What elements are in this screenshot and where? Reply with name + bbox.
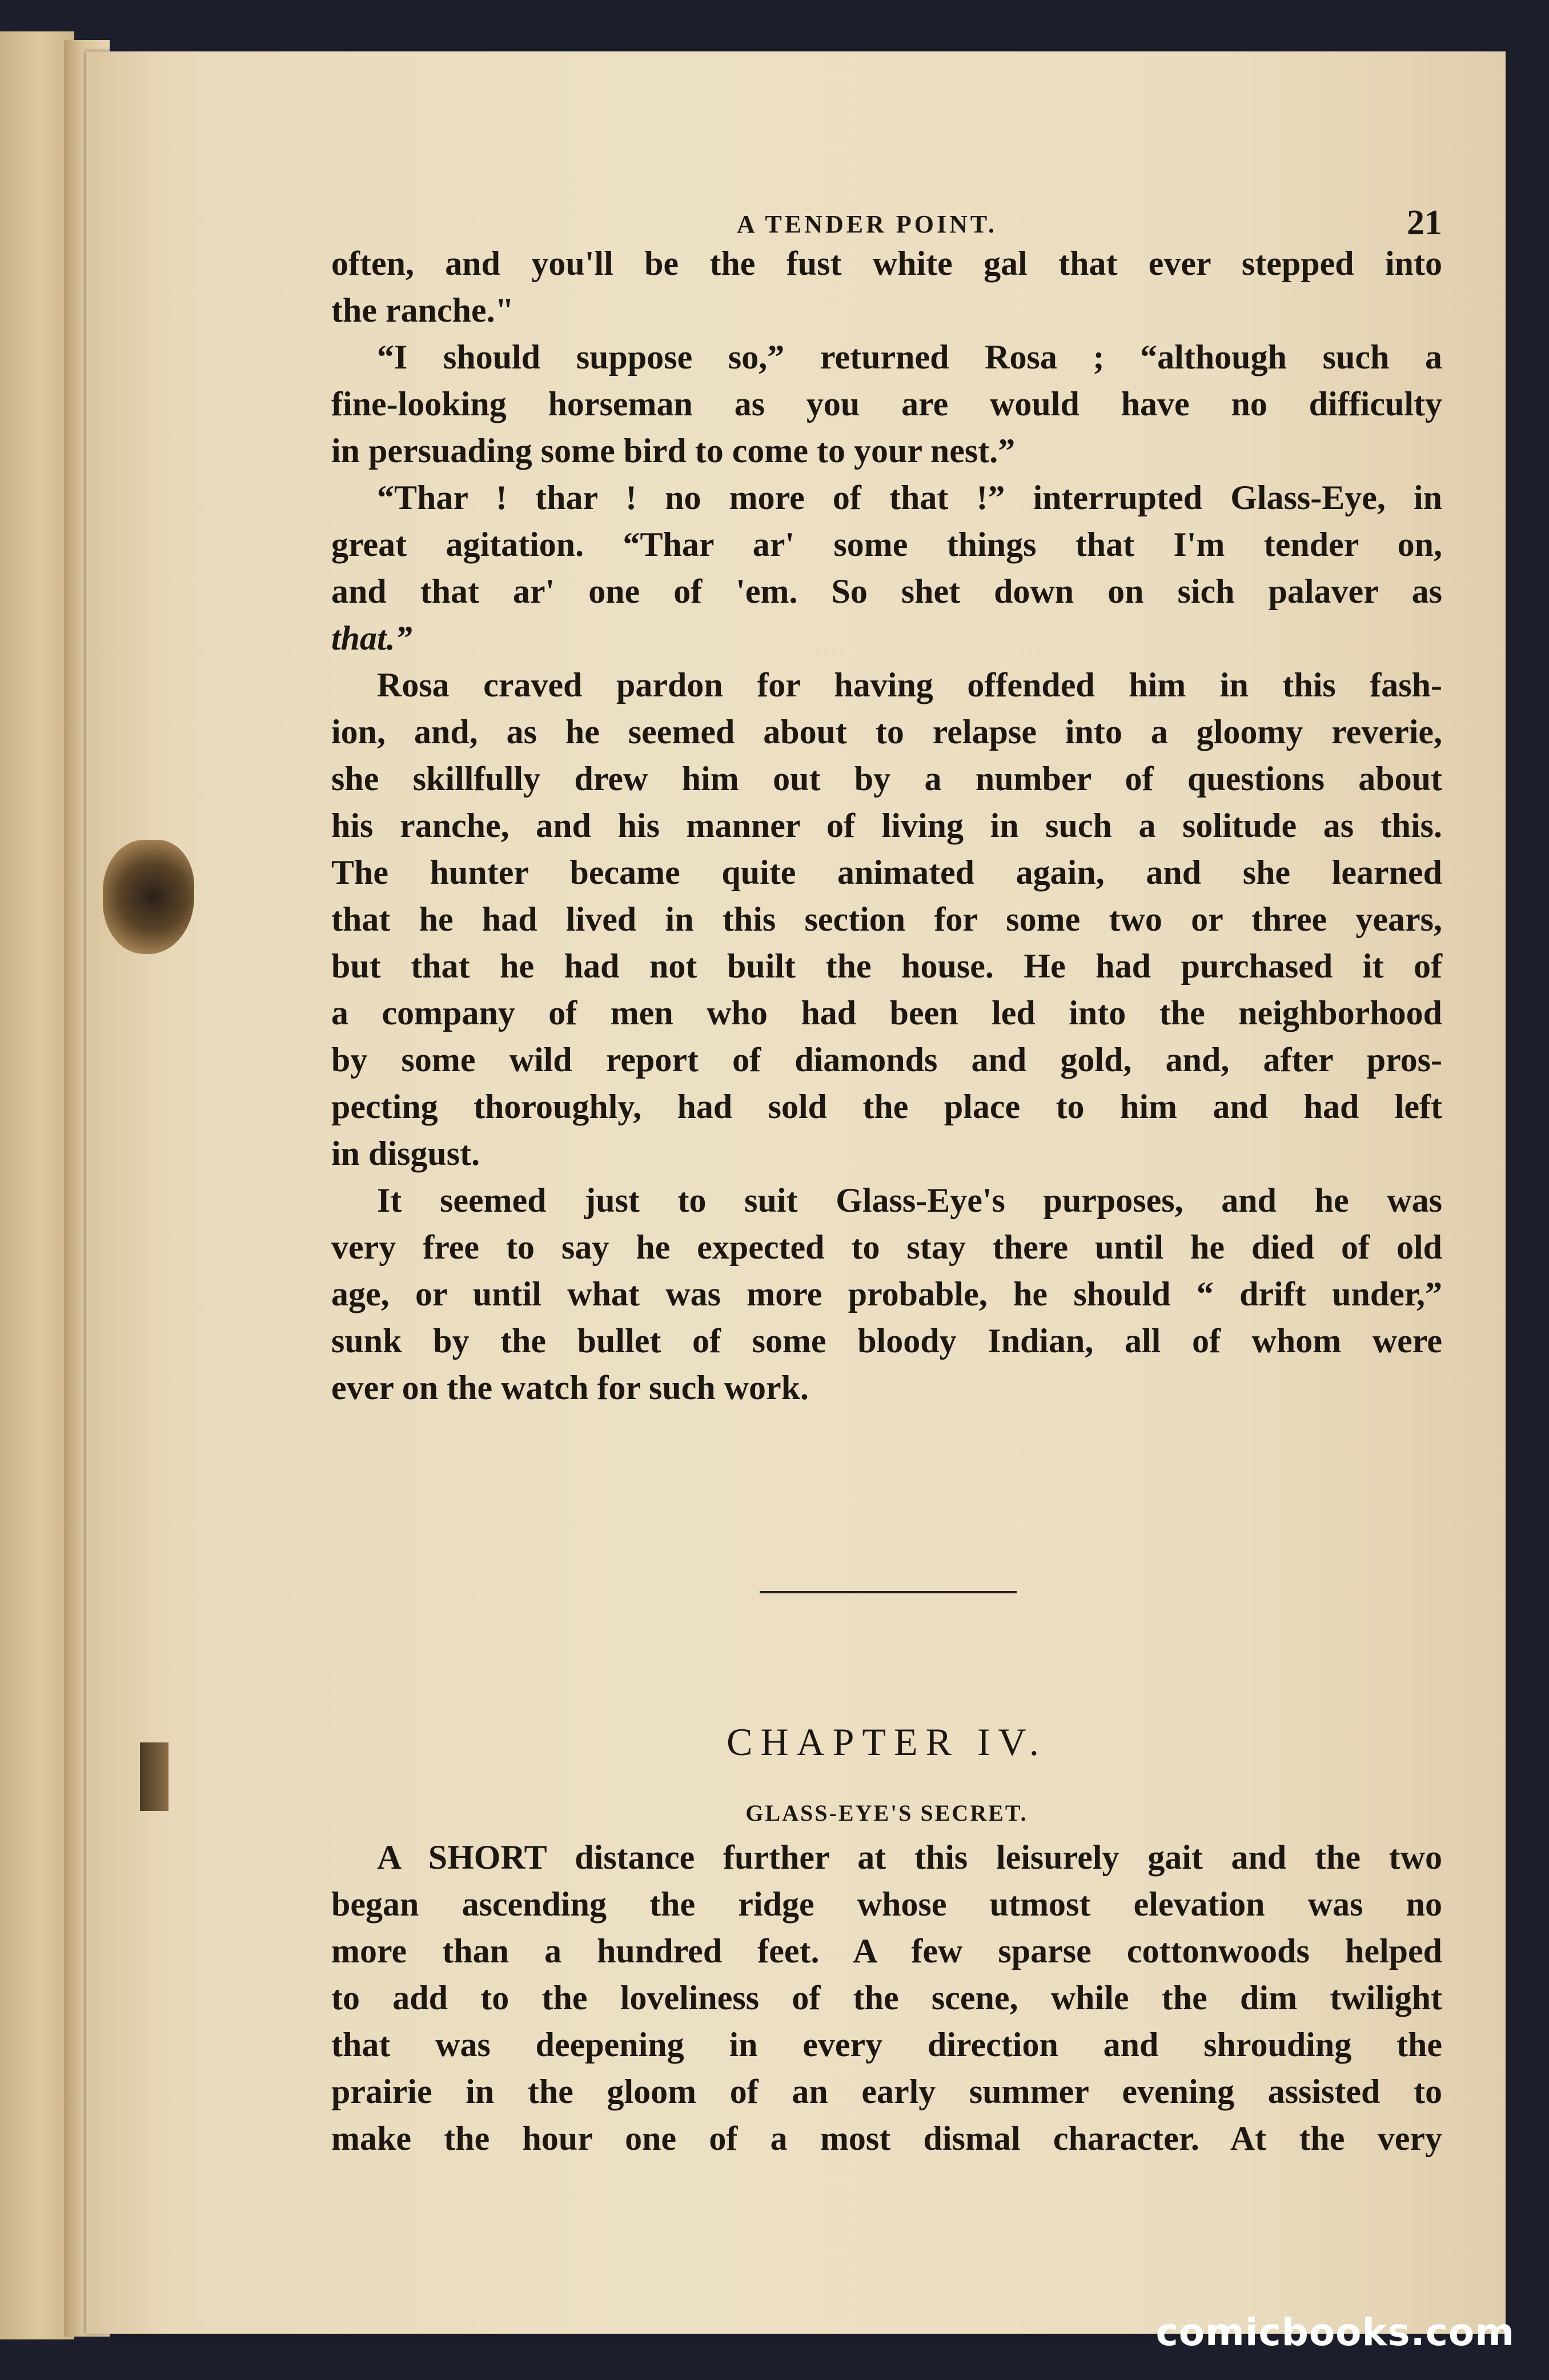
body-line: “I should suppose so,” returned Rosa ; “although such a xyxy=(377,338,1442,376)
chapter-line: more than a hundred feet. A few sparse cottonwoods helped xyxy=(331,1932,1442,1970)
chapter-line: prairie in the gloom of an early summer evening assisted to xyxy=(331,2073,1442,2110)
body-line: very free to say he expected to stay there until he died of old xyxy=(331,1228,1442,1266)
body-line: and that ar' one of 'em. So shet down on sich palaver as xyxy=(331,572,1442,610)
chapter-title: CHAPTER IV. xyxy=(727,1720,1047,1764)
body-line: fine-looking horseman as you are would have no difficulty xyxy=(331,385,1442,423)
body-line: in persuading some bird to come to your nest.” xyxy=(331,432,1016,470)
body-line: The hunter became quite animated again, and she learned xyxy=(331,854,1442,891)
body-line: but that he had not built the house. He had purchased it of xyxy=(331,947,1442,985)
body-line: by some wild report of diamonds and gold, and, after pros- xyxy=(331,1041,1442,1079)
body-line: often, and you'll be the fust white gal that ever stepped into xyxy=(331,245,1442,282)
body-line: his ranche, and his manner of living in such a solitude as this. xyxy=(331,807,1442,844)
body-line: that.” xyxy=(331,619,412,657)
facing-page-edge xyxy=(0,31,74,2339)
watermark: comicbooks.com xyxy=(1155,2310,1515,2354)
body-line: age, or until what was more probable, he should “ drift under,” xyxy=(331,1275,1442,1313)
body-line: ever on the watch for such work. xyxy=(331,1369,809,1407)
chapter-line: make the hour one of a most dismal character. At the very xyxy=(331,2119,1442,2157)
chapter-line: that was deepening in every direction and shrouding the xyxy=(331,2026,1442,2064)
page-damage-tear xyxy=(140,1742,168,1811)
book-page xyxy=(86,51,1506,2334)
body-line: a company of men who had been led into the neighborhood xyxy=(331,994,1442,1032)
chapter-line: A SHORT distance further at this leisurely gait and the two xyxy=(377,1838,1442,1876)
body-line: “Thar ! thar ! no more of that !” interrupted Glass-Eye, in xyxy=(377,479,1442,516)
page-number: 21 xyxy=(1407,203,1442,242)
body-line: the ranche." xyxy=(331,291,514,329)
body-line: great agitation. “Thar ar' some things that I'm tender on, xyxy=(331,526,1442,563)
running-title: A TENDER POINT. xyxy=(737,210,998,238)
body-line: she skillfully drew him out by a number of questions about xyxy=(331,760,1442,798)
page-damage-hole xyxy=(103,840,194,954)
chapter-subtitle: GLASS-EYE'S SECRET. xyxy=(745,1800,1028,1826)
body-line: that he had lived in this section for some two or three years, xyxy=(331,900,1442,938)
body-line: in disgust. xyxy=(331,1135,480,1172)
body-line: pecting thoroughly, had sold the place to him and had left xyxy=(331,1088,1442,1125)
body-line: Rosa craved pardon for having offended him in this fash- xyxy=(377,666,1442,704)
body-line: sunk by the bullet of some bloody Indian, all of whom were xyxy=(331,1322,1442,1360)
chapter-line: to add to the loveliness of the scene, while the dim twilight xyxy=(331,1979,1442,2017)
chapter-line: began ascending the ridge whose utmost elevation was no xyxy=(331,1885,1442,1923)
body-line: ion, and, as he seemed about to relapse into a gloomy reverie, xyxy=(331,713,1442,751)
section-divider xyxy=(760,1591,1017,1593)
body-line: It seemed just to suit Glass-Eye's purposes, and he was xyxy=(377,1181,1442,1219)
